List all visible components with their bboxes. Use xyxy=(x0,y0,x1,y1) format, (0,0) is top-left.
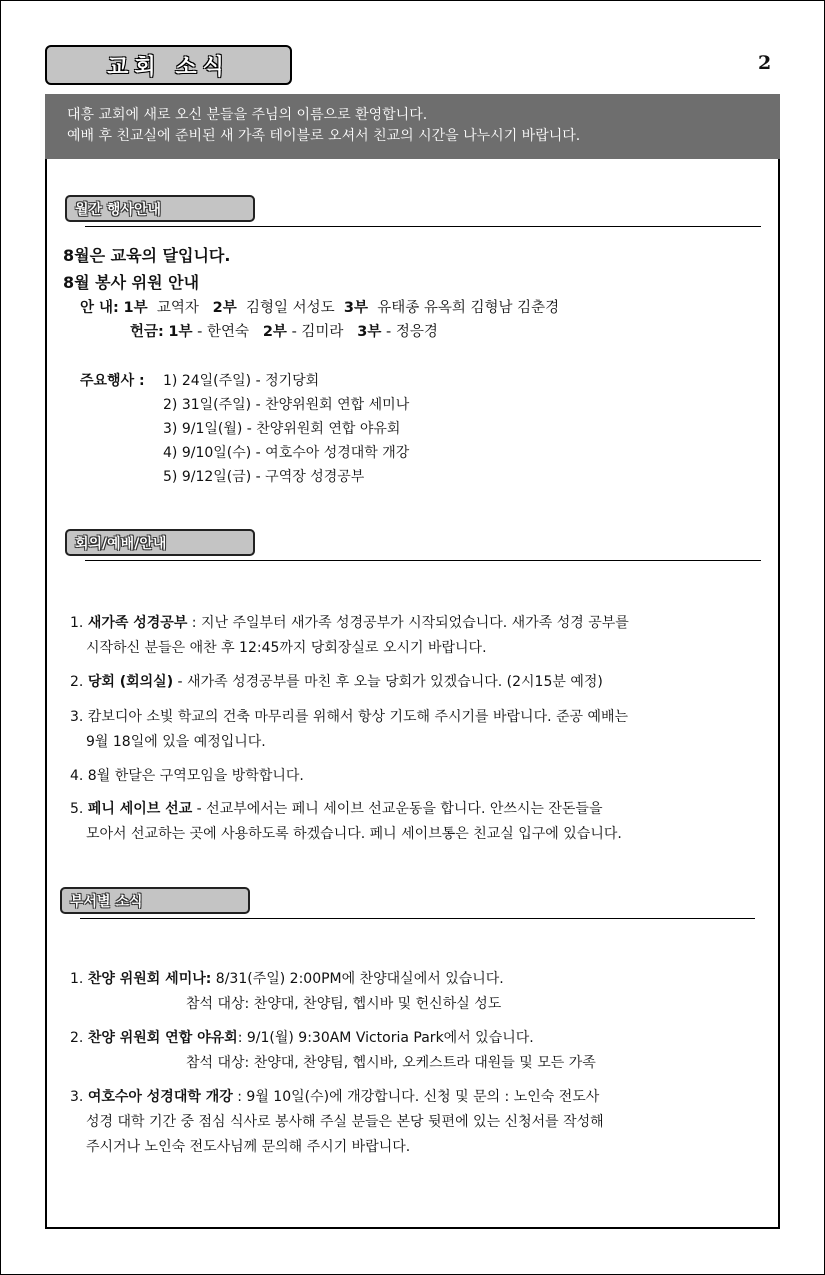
list-item: 3. 여호수아 성경대학 개강 : 9월 10일(수)에 개강합니다. 신청 및 문의 : 노인숙 전도사 xyxy=(70,1089,600,1105)
list-item-continued: 주시거나 노인숙 전도사님께 문의해 주시기 바랍니다. xyxy=(86,1139,411,1155)
item-title: 찬양 위원회 연합 야유회 xyxy=(87,1030,238,1046)
list-item: 2. 당회 (회의실) - 새가족 성경공부를 마친 후 오늘 당회가 있겠습니다. (2시15분 예정) xyxy=(70,674,603,690)
event-item: 3) 9/1일(월) - 찬양위원회 연합 야유회 xyxy=(163,421,401,437)
list-item-continued: 시작하신 분들은 애찬 후 12:45까지 당회장실로 오시기 바랍니다. xyxy=(86,640,487,656)
guide-label: 안 내: xyxy=(80,300,119,316)
guide-names-3: 유태종 유옥희 김형남 김춘경 xyxy=(377,300,560,316)
guide-service-1: 1부 xyxy=(123,300,148,316)
offering-label: 헌금: xyxy=(130,324,164,340)
section-divider xyxy=(80,918,755,919)
event-item: 1) 24일(주일) - 정기당회 xyxy=(163,373,320,389)
offering-service-1: 1부 xyxy=(168,324,193,340)
offering-service-3: 3부 xyxy=(357,324,382,340)
welcome-banner xyxy=(45,94,780,159)
list-item: 5. 페니 세이브 선교 - 선교부에서는 페니 세이브 선교운동을 합니다. 안쓰시는 잔돈들을 xyxy=(70,801,603,817)
banner-line-2: 예배 후 친교실에 준비된 새 가족 테이블로 오셔서 친교의 시간을 나누시기 바랍니다. xyxy=(67,128,581,144)
item-title: 당회 (회의실) xyxy=(87,674,174,690)
list-item: 1. 찬양 위원회 세미나: 8/31(주일) 2:00PM에 찬양대실에서 있습니다. xyxy=(70,971,504,987)
offering-line xyxy=(130,320,438,341)
list-item-continued: 참석 대상: 찬양대, 찬양팀, 헵시바 및 헌신하실 성도 xyxy=(186,996,502,1012)
item-title: 찬양 위원회 세미나: xyxy=(87,971,212,987)
guide-line xyxy=(80,296,559,317)
list-item: 2. 찬양 위원회 연합 야유회: 9/1(월) 9:30AM Victoria Park에서 있습니다. xyxy=(70,1030,534,1046)
event-item: 5) 9/12일(금) - 구역장 성경공부 xyxy=(163,469,365,485)
section-header-departments: 부서별 소식 xyxy=(60,887,250,914)
page-number: 2 xyxy=(758,52,772,74)
offering-name-1: - 한연숙 xyxy=(197,324,250,340)
list-item-continued: 모아서 선교하는 곳에 사용하도록 하겠습니다. 페니 세이브통은 친교실 입구에 있습니다. xyxy=(86,826,622,842)
event-item: 2) 31일(주일) - 찬양위원회 연합 세미나 xyxy=(163,397,410,413)
banner-line-1: 대흥 교회에 새로 오신 분들을 주님의 이름으로 환영합니다. xyxy=(67,107,428,123)
education-month-line: 8월은 교육의 달입니다. xyxy=(63,246,231,265)
page-title: 교회 소식 xyxy=(45,45,292,85)
list-item: 1. 새가족 성경공부 : 지난 주일부터 새가족 성경공부가 시작되었습니다. 새가족 성경 공부를 xyxy=(70,615,629,631)
offering-name-3: - 정응경 xyxy=(385,324,438,340)
volunteer-heading: 8월 봉사 위원 안내 xyxy=(63,273,200,292)
section-divider xyxy=(85,560,761,561)
offering-name-2: - 김미라 xyxy=(291,324,344,340)
section-header-meetings: 회의/예배/안내 xyxy=(65,529,255,556)
list-item-continued: 성경 대학 기간 중 점심 식사로 봉사해 주실 분들은 본당 뒷편에 있는 신청서를 작성해 xyxy=(86,1114,604,1130)
list-item: 3. 캄보디아 소빛 학교의 건축 마무리를 위해서 항상 기도해 주시기를 바랍니다. 준공 예배는 xyxy=(70,709,629,725)
list-item-continued: 9월 18일에 있을 예정입니다. xyxy=(86,734,266,750)
guide-service-2: 2부 xyxy=(212,300,237,316)
list-item-continued: 참석 대상: 찬양대, 찬양팀, 헵시바, 오케스트라 대원들 및 모든 가족 xyxy=(186,1055,596,1071)
guide-names-2: 김형일 서성도 xyxy=(246,300,335,316)
offering-service-2: 2부 xyxy=(262,324,287,340)
list-item: 4. 8월 한달은 구역모임을 방학합니다. xyxy=(70,768,304,784)
events-label: 주요행사 : xyxy=(80,373,145,389)
item-title: 페니 세이브 선교 xyxy=(87,801,193,817)
item-title: 새가족 성경공부 xyxy=(87,615,188,631)
guide-names-1: 교역자 xyxy=(156,300,199,316)
event-item: 4) 9/10일(수) - 여호수아 성경대학 개강 xyxy=(163,445,410,461)
section-divider xyxy=(85,226,761,227)
item-title: 여호수아 성경대학 개강 xyxy=(87,1089,233,1105)
guide-service-3: 3부 xyxy=(343,300,368,316)
section-header-monthly: 월간 행사안내 xyxy=(65,195,255,222)
